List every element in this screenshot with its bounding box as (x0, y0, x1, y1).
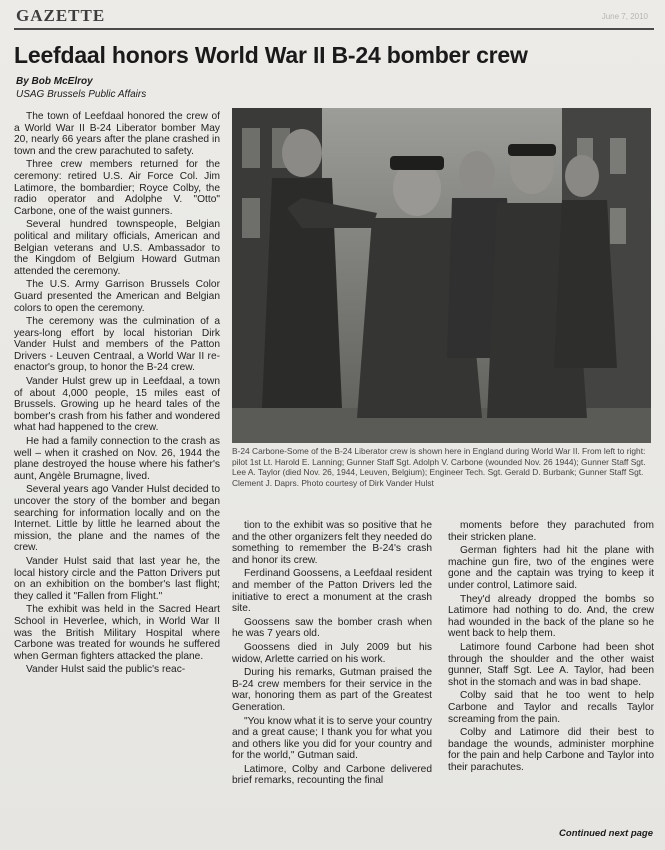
article-column-1 (14, 111, 220, 678)
article-paragraph: Ferdinand Goossens, a Leefdaal resident and member of the Patton Drivers led the initiative to erect a monument at the crash site. (232, 568, 432, 615)
article-column-2 (232, 520, 432, 789)
article-paragraph: Several hundred townspeople, Belgian political and military officials, American and Belgian veterans and U.S. Ambassador to the Kingdom of Belgium Howard Gutman attended the ceremony. (14, 219, 220, 277)
article-paragraph: Latimore, Colby and Carbone delivered brief remarks, recounting the final (232, 763, 432, 787)
article-paragraph: "You know what it is to serve your country and a great cause; I thank you for what you and others like you did for your country and for the world," Gutman said. (232, 715, 432, 762)
article-paragraph: Vander Hulst said that last year he, the local history circle and the Patton Drivers put on an exhibition on the bomber's last flight; they called it "Fallen from Flight." (14, 555, 220, 602)
article-paragraph: The U.S. Army Garrison Brussels Color Guard presented the American and Belgian colors to open the ceremony. (14, 279, 220, 314)
crew-photo-illustration (232, 108, 651, 443)
article-paragraph: Three crew members returned for the ceremony: retired U.S. Air Force Col. Jim Latimore, the bombardier; Royce Colby, the radio operator and Adolphe V. "Otto" Carbone, one of the waist gunners. (14, 159, 220, 217)
article-paragraph: Goossens saw the bomber crash when he was 7 years old. (232, 616, 432, 640)
article-paragraph: Goossens died in July 2009 but his widow, Arlette carried on his work. (232, 641, 432, 665)
article-paragraph: Several years ago Vander Hulst decided to uncover the story of the bomber and began searching for information locally and on the Internet. Little by little he learned about the mission, the plane and the names of the crew. (14, 484, 220, 554)
article-paragraph: The ceremony was the culmination of a years-long effort by local historian Dirk Vander Hulst and members of the Patton Drivers - Leuven Centraal, a World War II re-enactor's group, to honor the B-24 crew. (14, 316, 220, 374)
article-paragraph: He had a family connection to the crash as well – when it crashed on Nov. 26, 1944 the plane destroyed the house where his father's aunt, Angèle Brumagne, lived. (14, 436, 220, 482)
article-paragraph: Colby said that he too went to help Carbone and Taylor and recalls Taylor screaming from the pain. (448, 690, 654, 725)
article-paragraph: Latimore found Carbone had been shot through the shoulder and the other waist gunner, Staff Sgt. Lee A. Taylor, had been shot in the stomach and was in bad shape. (448, 641, 654, 688)
article-paragraph: German fighters had hit the plane with machine gun fire, two of the engines were gone and the captain was trying to keep it under control, Latimore said. (448, 545, 654, 591)
continued-note: Continued next page (559, 828, 653, 839)
masthead (14, 6, 654, 30)
article-paragraph: Colby and Latimore did their best to bandage the wounds, administer morphine for the pain and help Carbone and Taylor into their parachutes. (448, 727, 654, 773)
article-paragraph: Vander Hulst said the public's reac- (26, 664, 186, 676)
headline: Leefdaal honors World War II B-24 bomber crew (14, 42, 528, 68)
byline: By Bob McElroy (16, 76, 93, 87)
crew-photo (232, 108, 651, 443)
article-column-3 (448, 520, 654, 775)
article-paragraph: moments before they parachuted from their stricken plane. (448, 520, 654, 543)
photo-caption: B-24 Carbone-Some of the B-24 Liberator crew is shown here in England during World War II. From left to right: pilot 1st Lt. Harold E. Lanning; Gunner Staff Sgt. Adolph V. Carbone (wounded Nov. 26 1944); Gunner Staff Sgt. Lee A. Taylor (died Nov. 26, 1944, Leuven, Belgium); Engineer Tech. Sgt. Gerald D. Burbank; Gunner Staff Sgt. Clement J. Daprs. Photo courtesy of Dirk Vander Hulst (232, 446, 646, 488)
masthead-name: GAZETTE (16, 6, 106, 25)
article-paragraph: tion to the exhibit was so positive that he and the other organizers felt they needed do something to remember the B-24's crash and honor its crew. (232, 520, 432, 566)
article-paragraph: The town of Leefdaal honored the crew of a World War II B-24 Liberator bomber May 20, nearly 66 years after the plane crashed in town and the crew parachuted to safety. (14, 111, 220, 157)
article-paragraph: During his remarks, Gutman praised the B-24 crew members for their service in the war, honoring them as part of the Greatest Generation. (232, 667, 432, 713)
article-paragraph: They'd already dropped the bombs so Latimore had nothing to do. And, the crew had wounded in the back of the plane so he went back to help them. (448, 593, 654, 640)
article-paragraph: The exhibit was held in the Sacred Heart School in Heverlee, which, in World War II was the British Military Hospital where Carbone was treated for wounds he suffered when German fighters attacked the plane. (14, 604, 220, 662)
affiliation: USAG Brussels Public Affairs (16, 89, 147, 100)
masthead-date: June 7, 2010 (601, 12, 648, 21)
article-paragraph: Vander Hulst grew up in Leefdaal, a town of about 4,000 people, 15 miles east of Brussels. Growing up he heard tales of the bomber's crash from his father and wondered what had happened to the crew. (14, 376, 220, 434)
